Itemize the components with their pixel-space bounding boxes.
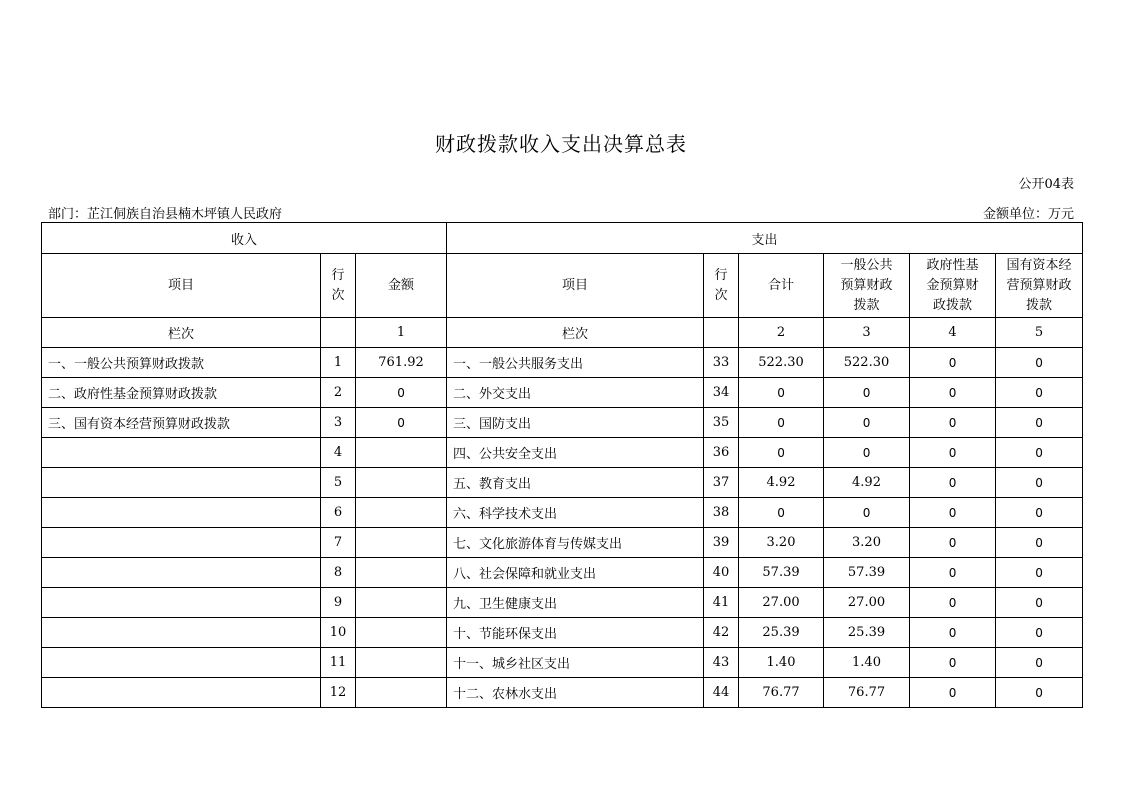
income-item-cell [42, 618, 321, 648]
expense-item-cell: 八、社会保障和就业支出 [447, 558, 704, 588]
general-budget-cell: 0 [824, 498, 910, 528]
fund-budget-cell: 0 [910, 348, 996, 378]
income-amount-header: 金额 [356, 254, 447, 318]
expense-item-cell: 五、教育支出 [447, 468, 704, 498]
amount-unit-label: 金额单位：万元 [982, 207, 1074, 222]
state-capital-cell: 0 [996, 678, 1083, 708]
income-line-cell: 2 [321, 378, 356, 408]
expense-line-cell: 41 [704, 588, 739, 618]
total-cell: 1.40 [739, 648, 824, 678]
income-amount-cell [356, 528, 447, 558]
general-budget-cell: 57.39 [824, 558, 910, 588]
fund-budget-cell: 0 [910, 678, 996, 708]
page-title: 财政拨款收入支出决算总表 [435, 132, 687, 156]
table-row [42, 678, 1083, 708]
expense-line-cell: 34 [704, 378, 739, 408]
header-part: 营预算财政 [1006, 277, 1072, 293]
total-cell: 57.39 [739, 558, 824, 588]
expense-item-header: 项目 [447, 254, 704, 318]
expense-item-cell: 十二、农林水支出 [447, 678, 704, 708]
income-amount-cell [356, 468, 447, 498]
fund-budget-cell: 0 [910, 438, 996, 468]
state-capital-cell: 0 [996, 378, 1083, 408]
income-line-cell: 3 [321, 408, 356, 438]
state-capital-cell: 0 [996, 648, 1083, 678]
department-label: 部门：芷江侗族自治县楠木坪镇人民政府 [48, 207, 283, 222]
state-capital-header [996, 254, 1083, 318]
income-item-cell: 三、国有资本经营预算财政拨款 [42, 408, 321, 438]
income-item-cell [42, 498, 321, 528]
state-capital-cell: 0 [996, 558, 1083, 588]
header-row-columns [42, 254, 1083, 318]
expense-line-cell: 33 [704, 348, 739, 378]
general-budget-cell: 0 [824, 408, 910, 438]
header-part: 国有资本经 [1006, 257, 1072, 273]
income-amount-cell [356, 438, 447, 468]
expense-line-cell: 42 [704, 618, 739, 648]
form-number: 公开04表 [1018, 177, 1074, 192]
income-line-cell: 1 [321, 348, 356, 378]
table-row [42, 588, 1083, 618]
income-line-cell: 8 [321, 558, 356, 588]
fund-budget-cell: 0 [910, 408, 996, 438]
state-capital-cell: 0 [996, 588, 1083, 618]
table-row [42, 408, 1083, 438]
header-row-sections [42, 223, 1083, 254]
expense-line-header [704, 254, 739, 318]
expense-index-label: 栏次 [447, 318, 704, 348]
line-header-part: 次 [714, 287, 728, 303]
state-capital-cell: 0 [996, 498, 1083, 528]
total-cell: 0 [739, 438, 824, 468]
income-section-header: 收入 [42, 223, 447, 254]
income-amount-cell [356, 648, 447, 678]
header-part: 拨款 [1026, 297, 1053, 313]
expense-item-cell: 三、国防支出 [447, 408, 704, 438]
general-budget-cell: 3.20 [824, 528, 910, 558]
income-amount-cell [356, 678, 447, 708]
fund-budget-cell: 0 [910, 468, 996, 498]
expense-item-cell: 七、文化旅游体育与传媒支出 [447, 528, 704, 558]
table-row [42, 648, 1083, 678]
fund-budget-cell: 0 [910, 378, 996, 408]
expense-line-cell: 35 [704, 408, 739, 438]
income-amount-cell [356, 618, 447, 648]
state-capital-cell: 0 [996, 348, 1083, 378]
income-line-cell: 11 [321, 648, 356, 678]
income-item-cell [42, 438, 321, 468]
income-item-cell [42, 648, 321, 678]
table-row [42, 618, 1083, 648]
total-cell: 0 [739, 378, 824, 408]
state-capital-cell: 0 [996, 468, 1083, 498]
budget-summary-table [41, 222, 1083, 708]
expense-item-cell: 一、一般公共服务支出 [447, 348, 704, 378]
fund-budget-header [910, 254, 996, 318]
income-line-header [321, 254, 356, 318]
table-row [42, 498, 1083, 528]
state-capital-cell: 0 [996, 618, 1083, 648]
total-cell: 27.00 [739, 588, 824, 618]
income-amount-cell [356, 588, 447, 618]
expense-section-header: 支出 [447, 223, 1083, 254]
total-cell: 0 [739, 408, 824, 438]
general-budget-cell: 76.77 [824, 678, 910, 708]
general-budget-cell: 27.00 [824, 588, 910, 618]
state-capital-cell: 0 [996, 408, 1083, 438]
total-cell: 25.39 [739, 618, 824, 648]
income-item-cell: 二、政府性基金预算财政拨款 [42, 378, 321, 408]
column-index-row [42, 318, 1083, 348]
expense-item-cell: 十一、城乡社区支出 [447, 648, 704, 678]
income-amount-cell: 0 [356, 408, 447, 438]
total-cell: 522.30 [739, 348, 824, 378]
expense-line-cell: 39 [704, 528, 739, 558]
fund-budget-cell: 0 [910, 648, 996, 678]
header-part: 金预算财 [926, 277, 979, 293]
table-row [42, 558, 1083, 588]
state-capital-cell: 0 [996, 528, 1083, 558]
expense-index-line [704, 318, 739, 348]
expense-line-cell: 38 [704, 498, 739, 528]
line-header-part: 行 [331, 267, 345, 283]
general-budget-cell: 25.39 [824, 618, 910, 648]
header-part: 政拨款 [933, 297, 973, 313]
income-index-label: 栏次 [42, 318, 321, 348]
income-line-cell: 4 [321, 438, 356, 468]
income-item-cell [42, 528, 321, 558]
income-item-cell [42, 588, 321, 618]
table-row [42, 528, 1083, 558]
table-row [42, 378, 1083, 408]
state-capital-cell: 0 [996, 438, 1083, 468]
income-amount-cell [356, 558, 447, 588]
expense-item-cell: 六、科学技术支出 [447, 498, 704, 528]
header-part: 拨款 [853, 297, 880, 313]
index-general: 3 [824, 318, 910, 348]
header-part: 一般公共 [840, 257, 893, 273]
income-index-line [321, 318, 356, 348]
general-budget-cell: 4.92 [824, 468, 910, 498]
total-cell: 76.77 [739, 678, 824, 708]
general-budget-cell: 0 [824, 438, 910, 468]
income-amount-cell [356, 498, 447, 528]
income-line-cell: 10 [321, 618, 356, 648]
fund-budget-cell: 0 [910, 618, 996, 648]
header-part: 预算财政 [840, 277, 893, 293]
income-amount-cell: 0 [356, 378, 447, 408]
income-item-header: 项目 [42, 254, 321, 318]
total-cell: 3.20 [739, 528, 824, 558]
general-budget-header [824, 254, 910, 318]
expense-line-cell: 37 [704, 468, 739, 498]
income-item-cell: 一、一般公共预算财政拨款 [42, 348, 321, 378]
income-line-cell: 12 [321, 678, 356, 708]
line-header-part: 次 [331, 287, 345, 303]
income-line-cell: 9 [321, 588, 356, 618]
expense-item-cell: 四、公共安全支出 [447, 438, 704, 468]
expense-line-cell: 44 [704, 678, 739, 708]
expense-line-cell: 36 [704, 438, 739, 468]
expense-item-cell: 二、外交支出 [447, 378, 704, 408]
expense-item-cell: 九、卫生健康支出 [447, 588, 704, 618]
income-index-amount: 1 [356, 318, 447, 348]
total-cell: 0 [739, 498, 824, 528]
fund-budget-cell: 0 [910, 558, 996, 588]
index-total: 2 [739, 318, 824, 348]
index-state: 5 [996, 318, 1083, 348]
income-item-cell [42, 678, 321, 708]
income-item-cell [42, 558, 321, 588]
general-budget-cell: 1.40 [824, 648, 910, 678]
fund-budget-cell: 0 [910, 528, 996, 558]
income-line-cell: 7 [321, 528, 356, 558]
general-budget-cell: 0 [824, 378, 910, 408]
expense-item-cell: 十、节能环保支出 [447, 618, 704, 648]
fund-budget-cell: 0 [910, 498, 996, 528]
table-row [42, 348, 1083, 378]
expense-line-cell: 43 [704, 648, 739, 678]
total-cell: 4.92 [739, 468, 824, 498]
index-fund: 4 [910, 318, 996, 348]
income-line-cell: 6 [321, 498, 356, 528]
expense-line-cell: 40 [704, 558, 739, 588]
income-line-cell: 5 [321, 468, 356, 498]
total-header: 合计 [739, 254, 824, 318]
general-budget-cell: 522.30 [824, 348, 910, 378]
income-item-cell [42, 468, 321, 498]
income-amount-cell: 761.92 [356, 348, 447, 378]
header-part: 政府性基 [926, 257, 979, 273]
table-row [42, 438, 1083, 468]
fund-budget-cell: 0 [910, 588, 996, 618]
table-row [42, 468, 1083, 498]
line-header-part: 行 [714, 267, 728, 283]
